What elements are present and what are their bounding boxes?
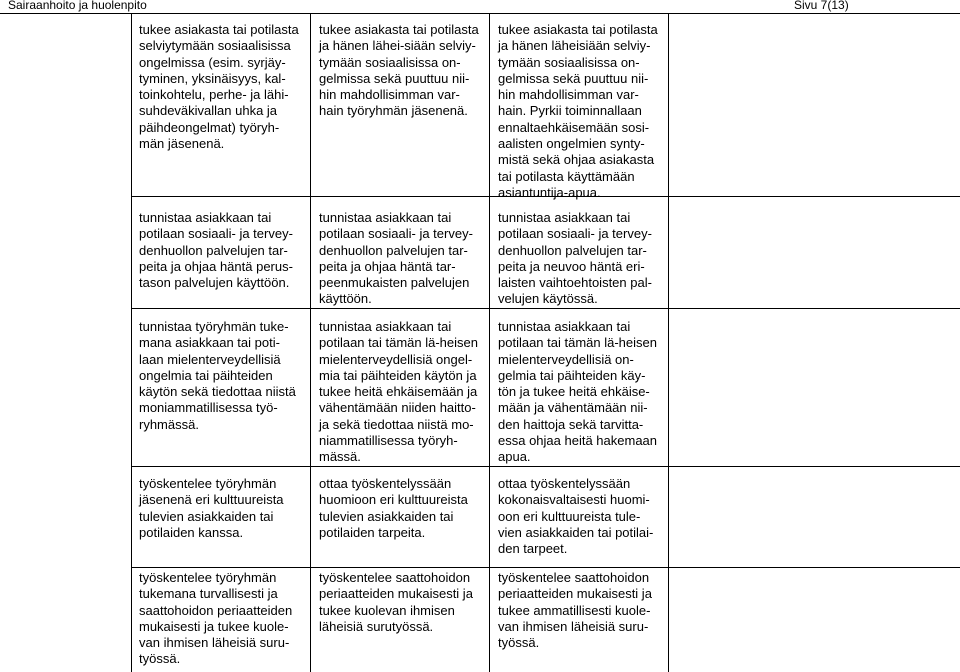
- table-column-divider: [131, 14, 132, 672]
- table-cell: tunnistaa asiakkaan tai potilaan sosiaali- ja tervey- denhuollon palvelujen tar- peita ja ohjaa häntä tar- peenmukaisten palvelujen käyttöön.: [319, 210, 473, 307]
- page-header: [0, 0, 960, 14]
- table-cell: tukee asiakasta tai potilasta ja hänen lähei-siään selviy- tymään sosiaalisissa on- gelmissa sekä puuttuu nii- hin mahdollisimman var- hain työryhmän jäsenenä.: [319, 22, 479, 119]
- page-number: Sivu 7(13): [794, 0, 849, 12]
- table-cell: tunnistaa asiakkaan tai potilaan sosiaali- ja tervey- denhuollon palvelujen tar- peita ja neuvoo häntä eri- laisten vaihtoehtoisten pal- velujen käytössä.: [498, 210, 652, 307]
- table-cell: työskentelee saattohoidon periaatteiden mukaisesti ja tukee ammatillisesti kuole- van ihmisen läheisiä suru- työssä.: [498, 570, 652, 651]
- table-cell: tunnistaa asiakkaan tai potilaan tai tämän lä-heisen mielenterveydellisiä on- gelmia tai päihteiden käy- tön ja tukee heitä ehkäise- mään ja vähentämään nii- den haittoja sekä tarvitta- essa ohjaa heitä hakemaan apua.: [498, 319, 658, 465]
- document-title: Sairaanhoito ja huolenpito: [8, 0, 147, 12]
- table-cell: työskentelee työryhmän jäsenenä eri kulttuureista tulevien asiakkaiden tai potilaiden kanssa.: [139, 476, 284, 540]
- table-cell: työskentelee saattohoidon periaatteiden mukaisesti ja tukee kuolevan ihmisen läheisiä surutyössä.: [319, 570, 473, 634]
- table-cell: työskentelee työryhmän tukemana turvallisesti ja saattohoidon periaatteiden mukaisesti ja tukee kuole- van ihmisen läheisiä suru- työssä.: [139, 570, 293, 667]
- table-cell: tunnistaa asiakkaan tai potilaan tai tämän lä-heisen mielenterveydellisiä ongel- mia tai päihteiden käytön ja tukee heitä ehkäisemään ja vähentämään niiden haitto- ja sekä tiedottaa niistä mo- niammatillisessa työryh- mässä.: [319, 319, 478, 465]
- table-row-divider: [131, 466, 960, 467]
- table-column-divider: [489, 14, 490, 672]
- assessment-table: [131, 14, 960, 672]
- table-cell: ottaa työskentelyssään kokonaisvaltaisesti huomi- oon eri kulttuureista tule- vien asiakkaiden tai potilai- den tarpeet.: [498, 476, 654, 557]
- table-cell: tunnistaa asiakkaan tai potilaan sosiaali- ja tervey- denhuollon palvelujen tar- peita ja ohjaa häntä perus- tason palvelujen käyttöön.: [139, 210, 293, 291]
- table-cell: ottaa työskentelyssään huomioon eri kulttuureista tulevien asiakkaiden tai potilaiden tarpeita.: [319, 476, 468, 540]
- table-cell: tukee asiakasta tai potilasta ja hänen läheisiään selviy- tymään sosiaalisissa on- gelmissa sekä puuttuu nii- hin mahdollisimman var- hain. Pyrkii toiminnallaan ennaltaehkäisemään sosi- aalisten ongelmien synty- mistä sekä ohjaa asiakasta tai potilasta käyttämään asiantuntija-apua.: [498, 22, 658, 200]
- table-column-divider: [668, 14, 669, 672]
- table-cell: tunnistaa työryhmän tuke- mana asiakkaan tai poti- laan mielenterveydellisiä ongelmia tai päihteiden käytön sekä tiedottaa niistä moniammatillisessa työ- ryhmässä.: [139, 319, 296, 432]
- table-row-divider: [131, 567, 960, 568]
- table-row-divider: [131, 308, 960, 309]
- table-cell: tukee asiakasta tai potilasta selviytymään sosiaalisissa ongelmissa (esim. syrjäy- tyminen, yksinäisyys, kal- toinkohtelu, perhe- ja lähi- suhdeväkivallan uhka ja päihdeongelmat) työryh- män jäsenenä.: [139, 22, 299, 152]
- table-column-divider: [310, 14, 311, 672]
